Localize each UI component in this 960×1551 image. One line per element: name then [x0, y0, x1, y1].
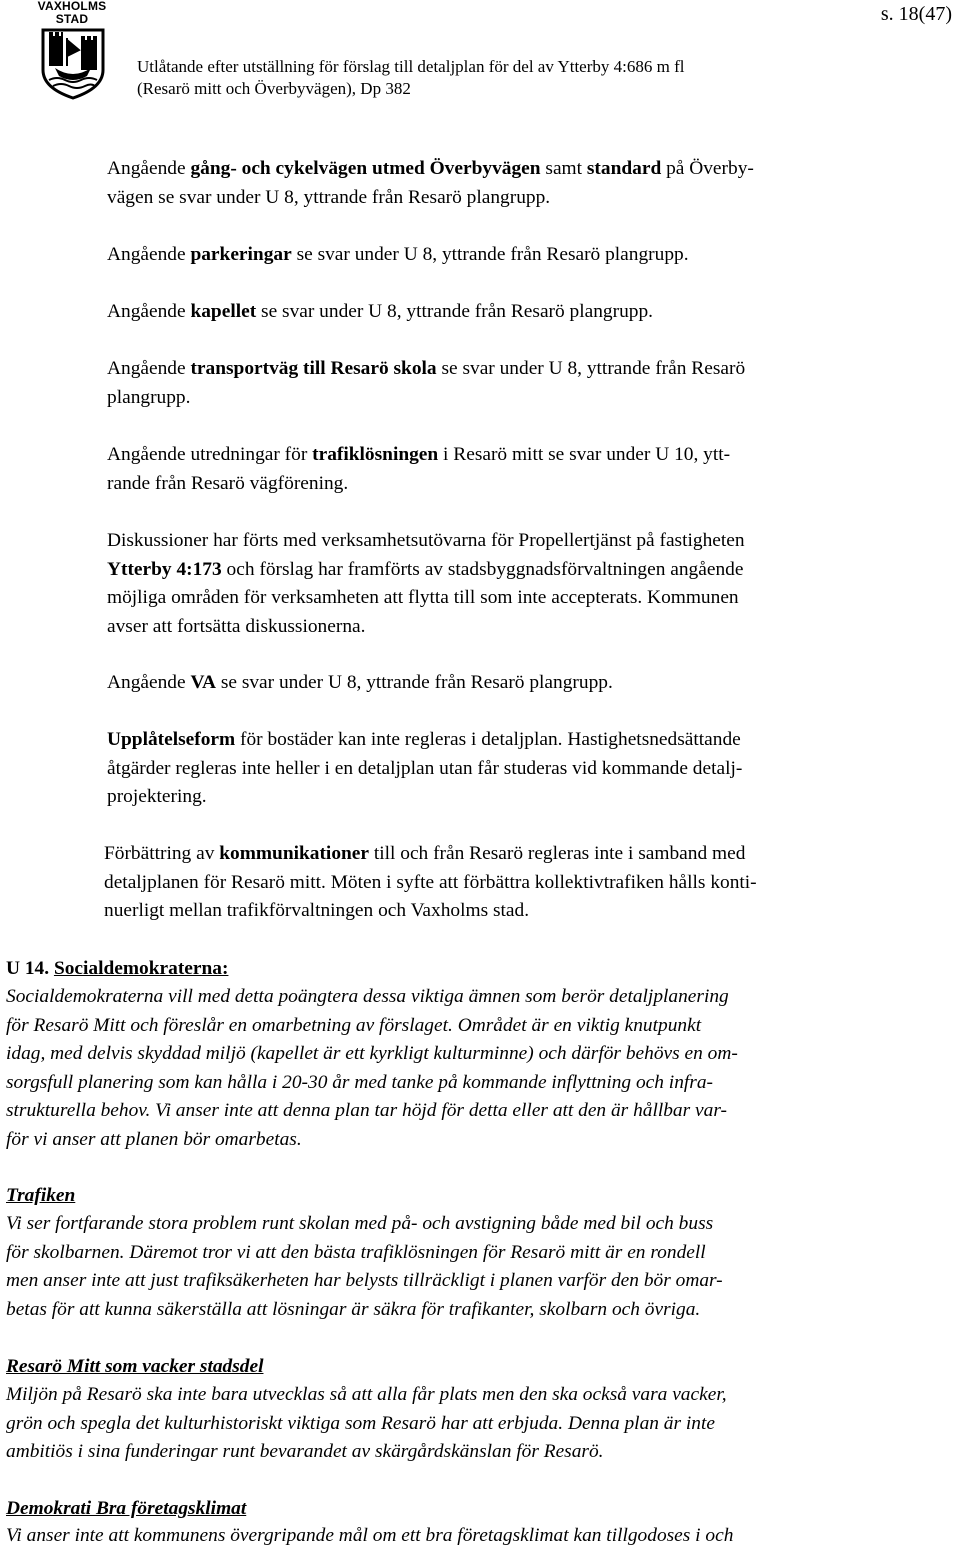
- paragraph-kommunikationer: [104, 840, 940, 926]
- document-title-line1: Utlåtande efter utställning för förslag till detaljplan för del av Ytterby 4:686 m fl: [137, 57, 685, 76]
- text: Angående: [107, 244, 191, 265]
- text-line: idag, med delvis skyddad miljö (kapellet är ett kyrkligt kulturminne) och därför behövs en om-: [6, 1043, 738, 1064]
- text-line: strukturella behov. Vi anser inte att denna plan tar höjd för detta eller att den är hållbar var-: [6, 1100, 727, 1121]
- page-number: s. 18(47): [880, 3, 952, 25]
- text: se svar under U 8, yttrande från Resarö plangrupp.: [215, 672, 613, 693]
- bold-term: gång- och cykelvägen utmed Överbyvägen: [190, 158, 541, 179]
- subheading-text: Demokrati Bra företagsklimat: [6, 1498, 247, 1519]
- text: avser att fortsätta diskussionerna.: [107, 615, 366, 637]
- text-line: Vi anser inte att kommunens övergripande mål om ett bra företagsklimat kan tillgodoses i och: [6, 1525, 734, 1546]
- text-line: för vi anser att planen bör omarbetas.: [6, 1128, 302, 1150]
- paragraph-vacker-stadsdel: [6, 1381, 940, 1467]
- text-line: grön och spegla det kulturhistoriskt viktiga som Resarö har att erbjuda. Denna plan är inte: [6, 1412, 715, 1434]
- text-line: för skolbarnen. Däremot tror vi att den bästa trafiklösningen för Resarö mitt är en rondell: [6, 1241, 706, 1263]
- text: till och från Resarö regleras inte i samband med: [369, 843, 746, 864]
- bold-term: trafiklösningen: [312, 444, 439, 465]
- text: Angående utredningar för: [107, 444, 313, 465]
- text: rande från Resarö vägförening.: [107, 472, 349, 494]
- text-line: Socialdemokraterna vill med detta poängtera dessa viktiga ämnen som berör detaljplanering: [6, 986, 729, 1007]
- text: plangrupp.: [107, 386, 191, 408]
- text-line: men anser inte att just trafiksäkerheten har belysts tillräckligt i planen varför den bör omar-: [6, 1270, 723, 1291]
- bold-term: Ytterby 4:173: [107, 558, 222, 580]
- logo-text-line1: VAXHOLMS: [37, 0, 107, 13]
- vaxholms-stad-logo: [22, 0, 122, 104]
- text: på Överby-: [661, 158, 754, 179]
- text: Angående: [107, 358, 191, 379]
- text: vägen se svar under U 8, yttrande från Resarö plangrupp.: [107, 186, 551, 208]
- text-line: ambitiös i sina funderingar runt bevarandet av skärgårdskänslan för Resarö.: [6, 1441, 604, 1462]
- paragraph-va: [107, 669, 939, 698]
- text: detaljplanen för Resarö mitt. Möten i syfte att förbättra kollektivtrafiken hålls konti-: [104, 871, 757, 893]
- text: se svar under U 8, yttrande från Resarö plangrupp.: [256, 301, 654, 322]
- coat-of-arms-icon: [37, 26, 109, 100]
- text: för bostäder kan inte regleras i detaljplan. Hastighetsnedsättande: [235, 729, 741, 750]
- paragraph-parkeringar: [107, 241, 939, 270]
- text-line: för Resarö Mitt och föreslår en omarbetning av förslaget. Området är en viktig knutpunkt: [6, 1014, 702, 1036]
- paragraph-gang-cykelvag: [107, 155, 939, 212]
- bold-term: kapellet: [190, 301, 257, 322]
- paragraph-transportvag: [107, 355, 939, 412]
- text-line: Vi ser fortfarande stora problem runt skolan med på- och avstigning både med bil och buss: [6, 1213, 714, 1234]
- text-line: Miljön på Resarö ska inte bara utvecklas så att alla får plats men den ska också vara vacker,: [6, 1384, 727, 1405]
- subheading-demokrati: [6, 1495, 940, 1524]
- bold-term: parkeringar: [190, 244, 292, 265]
- text: och förslag har framförts av stadsbyggnadsförvaltningen angående: [221, 558, 744, 580]
- text: nuerligt mellan trafikförvaltningen och Vaxholms stad.: [104, 900, 530, 921]
- text: åtgärder regleras inte heller i en detaljplan utan får studeras vid kommande detalj-: [107, 757, 743, 779]
- text: se svar under U 8, yttrande från Resarö: [436, 358, 746, 379]
- subheading-text: Resarö Mitt som vacker stadsdel: [6, 1356, 264, 1377]
- text: möjliga områden för verksamheten att flytta till som inte accepterats. Kommunen: [107, 587, 739, 608]
- text-line: betas för att kunna säkerställa att lösningar är säkra för trafikanter, skolbarn och övriga.: [6, 1298, 701, 1320]
- bold-term: transportväg till Resarö skola: [190, 358, 437, 379]
- page-header: [0, 0, 960, 110]
- section-number: U 14.: [6, 958, 54, 979]
- bold-term: Upplåtelseform: [107, 729, 236, 750]
- paragraph-trafiken: [6, 1210, 940, 1324]
- section-heading-u14: [6, 955, 940, 984]
- text: Diskussioner har förts med verksamhetsutövarna för Propellertjänst på fastigheten: [107, 530, 745, 551]
- document-title-line2: (Resarö mitt och Överbyvägen), Dp 382: [137, 79, 411, 98]
- paragraph-propellertjanst: [107, 527, 939, 641]
- subheading-vacker-stadsdel: [6, 1353, 940, 1382]
- logo-text-line2: STAD: [55, 12, 89, 26]
- text: i Resarö mitt se svar under U 10, ytt-: [438, 444, 731, 465]
- text: Angående: [107, 158, 191, 179]
- paragraph-socialdemokraterna-intro: [6, 983, 940, 1154]
- paragraph-kapellet: [107, 298, 939, 327]
- text: Angående: [107, 301, 191, 322]
- paragraph-trafiklosningen: [107, 441, 939, 498]
- text: Angående: [107, 672, 191, 693]
- text: Förbättring av: [104, 843, 220, 864]
- text: se svar under U 8, yttrande från Resarö plangrupp.: [291, 244, 689, 265]
- document-title: [137, 56, 684, 100]
- subheading-trafiken: [6, 1182, 940, 1211]
- text: projektering.: [107, 786, 207, 807]
- bold-term: kommunikationer: [219, 843, 370, 864]
- text-line: sorgsfull planering som kan hålla i 20-30 år med tanke på kommande inflyttning och infra-: [6, 1071, 713, 1093]
- paragraph-demokrati: [6, 1522, 940, 1551]
- section-title: Socialdemokraterna:: [53, 958, 229, 979]
- paragraph-upplatelseform: [107, 726, 939, 812]
- text: samt: [540, 158, 587, 179]
- subheading-text: Trafiken: [6, 1185, 76, 1206]
- bold-term: standard: [586, 158, 662, 179]
- bold-term: VA: [190, 672, 216, 693]
